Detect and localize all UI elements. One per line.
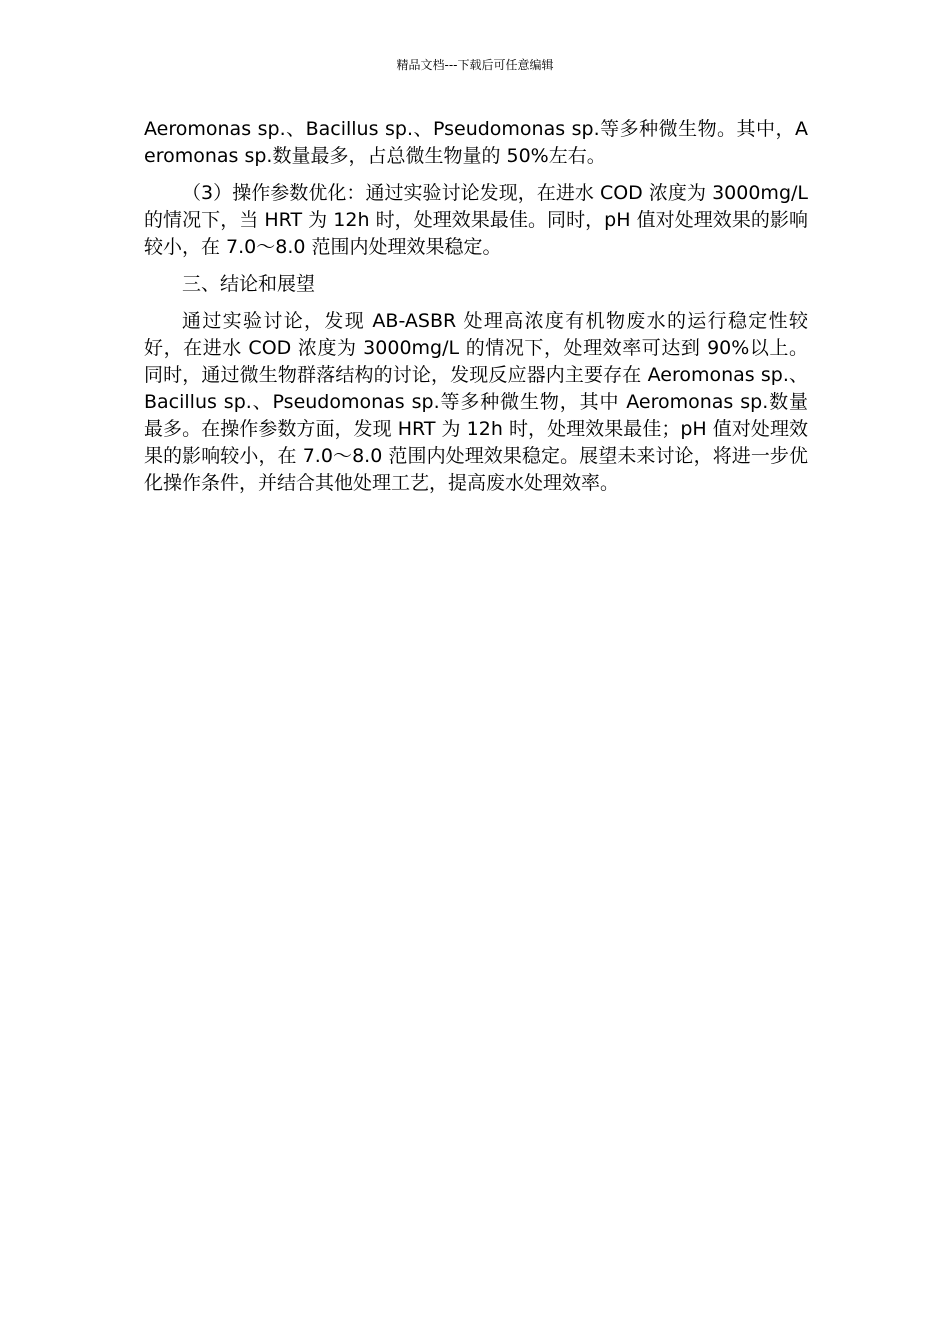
section-heading-conclusion: 三、结论和展望 (182, 273, 316, 295)
paragraph-parameter-optimization: （3）操作参数优化：通过实验讨论发现，在进水 COD 浓度为 3000mg/L 的情况下，当 HRT 为 12h 时，处理效果最佳。同时，pH 值对处理效果的影响较小，在 7.0～8.0 范围内处理效果稳定。 (144, 182, 808, 258)
document-body (144, 116, 808, 507)
paragraph-microbes-continued: Aeromonas sp.、Bacillus sp.、Pseudomonas sp.等多种微生物。其中，Aeromonas sp.数量最多，占总微生物量的 50%左右。 (144, 118, 808, 167)
page-header: 精品文档---下载后可任意编辑 (396, 58, 554, 72)
paragraph-conclusion: 通过实验讨论，发现 AB-ASBR 处理高浓度有机物废水的运行稳定性较好，在进水 COD 浓度为 3000mg/L 的情况下，处理效率可达到 90%以上。同时，通过微生物群落结构的讨论，发现反应器内主要存在 Aeromonas sp.、Bacillus sp.、Pseudomonas sp.等多种微生物，其中 Aeromonas sp.数量最多。在操作参数方面，发现 HRT 为 12h 时，处理效果最佳；pH 值对处理效果的影响较小，在 7.0～8.0 范围内处理效果稳定。展望未来讨论，将进一步优化操作条件，并结合其他处理工艺，提高废水处理效率。 (144, 310, 808, 494)
